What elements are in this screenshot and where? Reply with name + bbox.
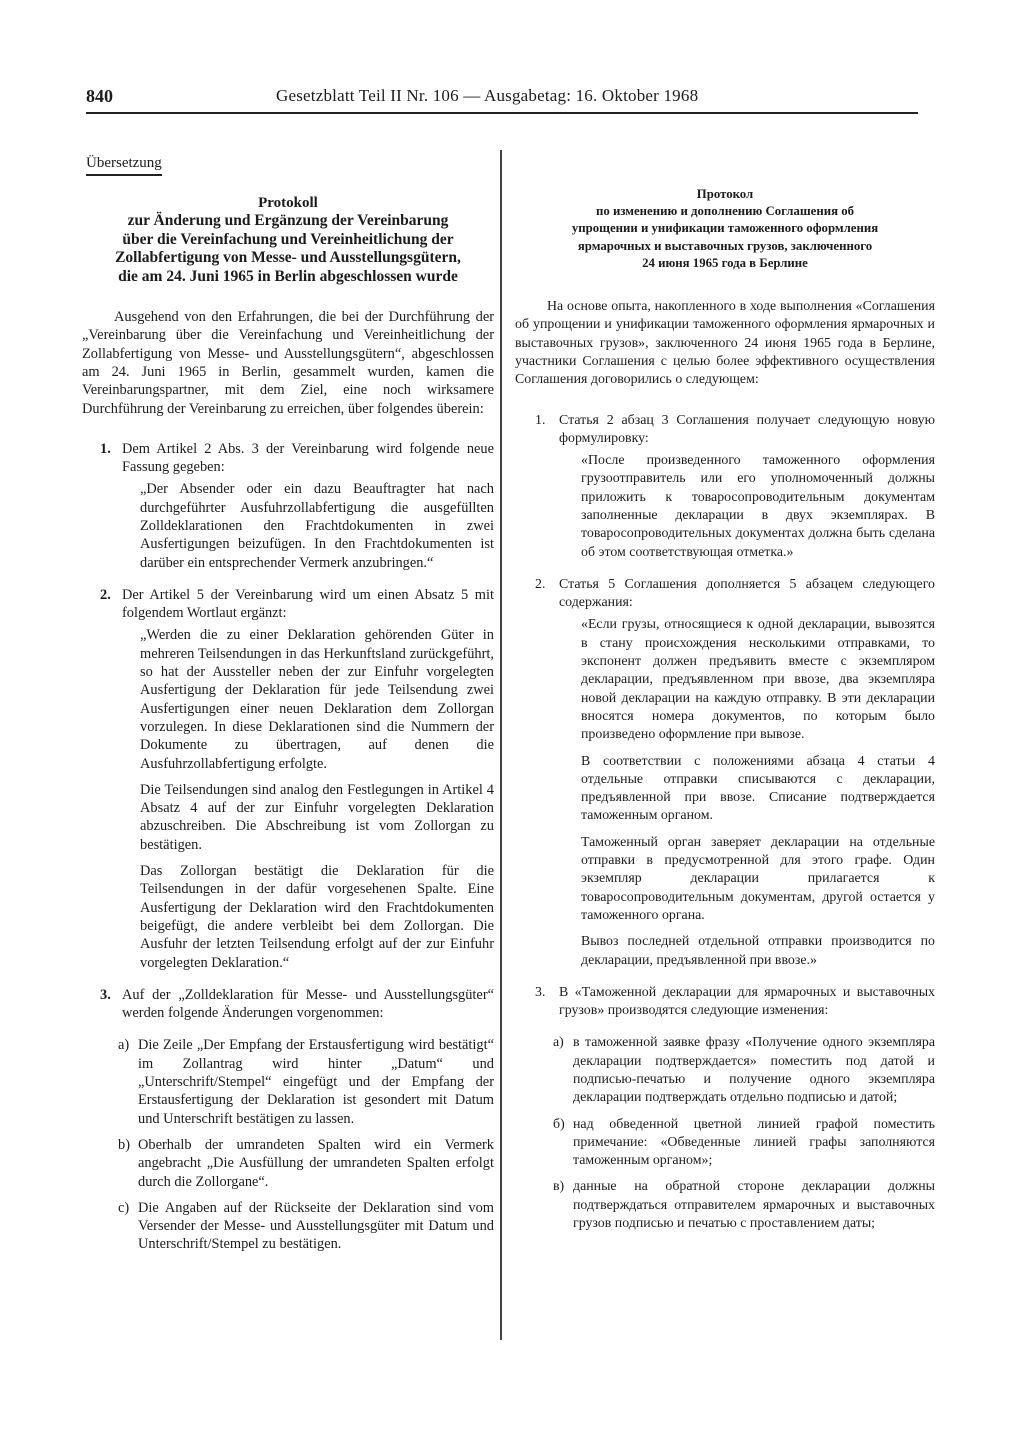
german-intro: Ausgehend von den Erfahrungen, die bei der Durchführung der „Vereinbarung über die Vereinfachung und Vereinheitlichung der Zollabfertigung von Messe- und Ausstellungsgütern“, abgeschlossen am 24. Juni 1965 in Berlin, gesammelt wurden, kamen die Vereinbarungspartner, mit dem Ziel, eine noch wirksamere Durchführung der Vereinbarung zu erreichen, über folgendes überein: [82,309,494,417]
russian-column [515,186,935,1241]
title-line: zur Änderung und Ergänzung der Vereinbarung [127,212,449,230]
item-number: 3. [535,984,546,1000]
item-text: Auf der „Zolldeklaration für Messe- und Ausstellungsgüter“ werden folgende Änderungen vorgenommen: [122,986,494,1022]
german-title [82,194,494,286]
item-text: В «Таможенной декларации для ярмарочных и выставочных грузов» производятся следующие изменения: [559,984,935,1019]
subitem-text: Oberhalb der umrandeten Spalten wird ein Vermerk angebracht „Die Ausfüllung der umrandeten Spalten erfolgt durch die Zollorgane“. [138,1136,494,1190]
item-text: Статья 2 абзац 3 Соглашения получает следующую новую формулировку: [559,412,935,446]
item-quote: „Werden die zu einer Deklaration gehörenden Güter in mehreren Teilsendungen in das Herkunftsland zurückgeführt, so hat der Aussteller neben der zur Einfuhr vorgelegten Ausfertigung der Deklaration für jede Teilsendung zwei Ausfertigungen einer neuen Deklaration dem Zollorgan vorzulegen. In diese Deklarationen sind die Nummern der Dokumente zu übertragen, auf denen die Ausfuhrzollabfertigung erfolgte. [140,627,494,772]
item-number: 2. [535,576,546,592]
russian-title [515,186,935,272]
title-line: über die Vereinfachung und Vereinheitlichung der [122,230,454,248]
column-divider [500,150,502,1340]
item-text: Dem Artikel 2 Abs. 3 der Vereinbarung wird folgende neue Fassung gegeben: [122,440,494,476]
russian-item-1 [515,412,935,562]
page-header [86,86,918,114]
russian-item-2 [515,576,935,970]
item-text: Der Artikel 5 der Vereinbarung wird um einen Absatz 5 mit folgendem Wortlaut ergänzt: [122,586,494,622]
russian-subitem-c [515,1178,935,1233]
subitem-text: в таможенной заявке фразу «Получение одного экземпляра декларации подтверждается» поместить под датой и подписью-печатью и получение одного экземпляра декларации подтверждать отдельно подписью и датой; [573,1035,935,1106]
russian-subitem-a [515,1034,935,1107]
item-quote: „Der Absender oder ein dazu Beauftragter hat nach durchgeführter Ausfuhrzollabfertigung die ausgefüllten Zolldeklarationen den Frachtdokumenten in zwei Ausfertigungen beizufügen. In den Frachtdokumenten ist darüber ein entsprechender Vermerk anzubringen.“ [140,481,494,571]
german-subitem-c [82,1199,494,1254]
item-text: Статья 5 Соглашения дополняется 5 абзацем следующего содержания: [559,576,935,611]
item-number: 1. [100,440,111,457]
subitem-letter: а) [553,1035,564,1051]
item-number: 3. [100,986,111,1003]
subitem-letter: б) [553,1116,565,1132]
title-line: ярмарочных и выставочных грузов, заключенного [577,238,873,253]
russian-item-3 [515,984,935,1021]
german-item-2 [82,586,494,972]
russian-intro: На основе опыта, накопленного в ходе выполнения «Соглашения об упрощении и унификации таможенного оформления ярмарочных и выставочных грузов», заключенного 24 июня 1965 года в Берлине, участники Соглашения с целью более эффективного осуществления Соглашения договорились о следующем: [515,299,935,388]
item-quote: В соответствии с положениями абзаца 4 статьи 4 отдельные отправки списываются с декларации, предъявленной при ввозе. Списание подтверждается таможенным органом. [581,753,935,824]
title-line: Протокол [696,187,754,201]
title-line: Protokoll [258,195,318,211]
item-quote: Das Zollorgan bestätigt die Deklaration für die Teilsendungen in der dafür vorgesehenen Spalte. Eine Ausfertigung der Deklaration wird den Frachtdokumenten beigefügt, die andere verbleibt bei dem Zollorgan. Die Ausfuhr der letzten Teilsendung erfolgt auf der zur Einfuhr vorgelegten Deklaration.“ [140,863,494,971]
item-quote: Die Teilsendungen sind analog den Festlegungen in Artikel 4 Absatz 4 auf der zur Einfuhr vorgelegten Deklaration abzuschreiben. Die Abschreibung ist vom Zollorgan zu bestätigen. [140,781,494,853]
title-line: Zollabfertigung von Messe- und Ausstellungsgütern, [115,249,461,267]
item-quote: Таможенный орган заверяет декларации на отдельные отправки в предусмотренной для этого графе. Один экземпляр декларации прилагается к товаросопроводительным документам, другой остается у таможенного органа. [581,834,935,923]
subitem-text: Die Angaben auf der Rückseite der Deklaration sind vom Versender der Messe- und Ausstellungsgüter mit Datum und Unterschrift/Stempel zu bestätigen. [138,1199,494,1253]
subitem-letter: c) [118,1199,130,1216]
german-column [82,194,494,1262]
german-subitem-a [82,1036,494,1127]
german-item-3 [82,986,494,1023]
subitem-letter: в) [553,1179,565,1195]
item-quote: Вывоз последней отдельной отправки производится по декларации, предъявленной при ввозе.» [581,934,935,968]
running-head: Gesetzblatt Teil II Nr. 106 — Ausgabetag: 16. Oktober 1968 [276,86,699,105]
subitem-letter: a) [118,1037,130,1054]
subitem-letter: b) [118,1136,130,1153]
title-line: по изменению и дополнению Соглашения об [595,204,854,219]
page-number: 840 [86,86,113,106]
item-number: 1. [535,412,546,428]
translation-label: Übersetzung [86,155,162,176]
subitem-text: Die Zeile „Der Empfang der Erstausfertigung wird bestätigt“ im Zollantrag wird hinter „Datum“ und „Unterschrift/Stempel“ eingefügt und der Empfang der Erstausfertigung der Deklaration ist gesondert mit Datum und Unterschrift bestätigen zu lassen. [138,1037,494,1127]
german-subitem-b [82,1136,494,1191]
title-line: 24 июня 1965 года в Берлине [642,255,808,270]
subitem-text: над обведенной цветной линией графой поместить примечание: «Обведенные линией графы заполняются таможенным органом»; [573,1116,935,1169]
item-quote: «Если грузы, относящиеся к одной декларации, вывозятся в стану происхождения несколькими отправками, то экспонент должен предъявить вместе с экземпляром декларации, предъявленном при ввозе, два экземпляра новой декларации на каждую отправку. В эти декларации вносятся номера документов, по которым было произведено оформление при вывозе. [581,617,935,743]
item-quote: «После произведенного таможенного оформления грузоотправитель или его уполномоченный должны приложить к товаросопроводительным документам заполненные декларации в двух экземплярах. В товаросопроводительных документах должна быть сделана об этом соответствующая отметка.» [581,453,935,560]
subitem-text: данные на обратной стороне декларации должны подтверждаться отправителем ярмарочных и выставочных грузов подписью и печатью с проставлением даты; [573,1179,935,1232]
item-number: 2. [100,586,111,603]
title-line: die am 24. Juni 1965 in Berlin abgeschlossen wurde [118,267,458,285]
russian-subitem-b [515,1116,935,1171]
title-line: упрощении и унификации таможенного оформления [571,221,879,236]
german-item-1 [82,440,494,572]
